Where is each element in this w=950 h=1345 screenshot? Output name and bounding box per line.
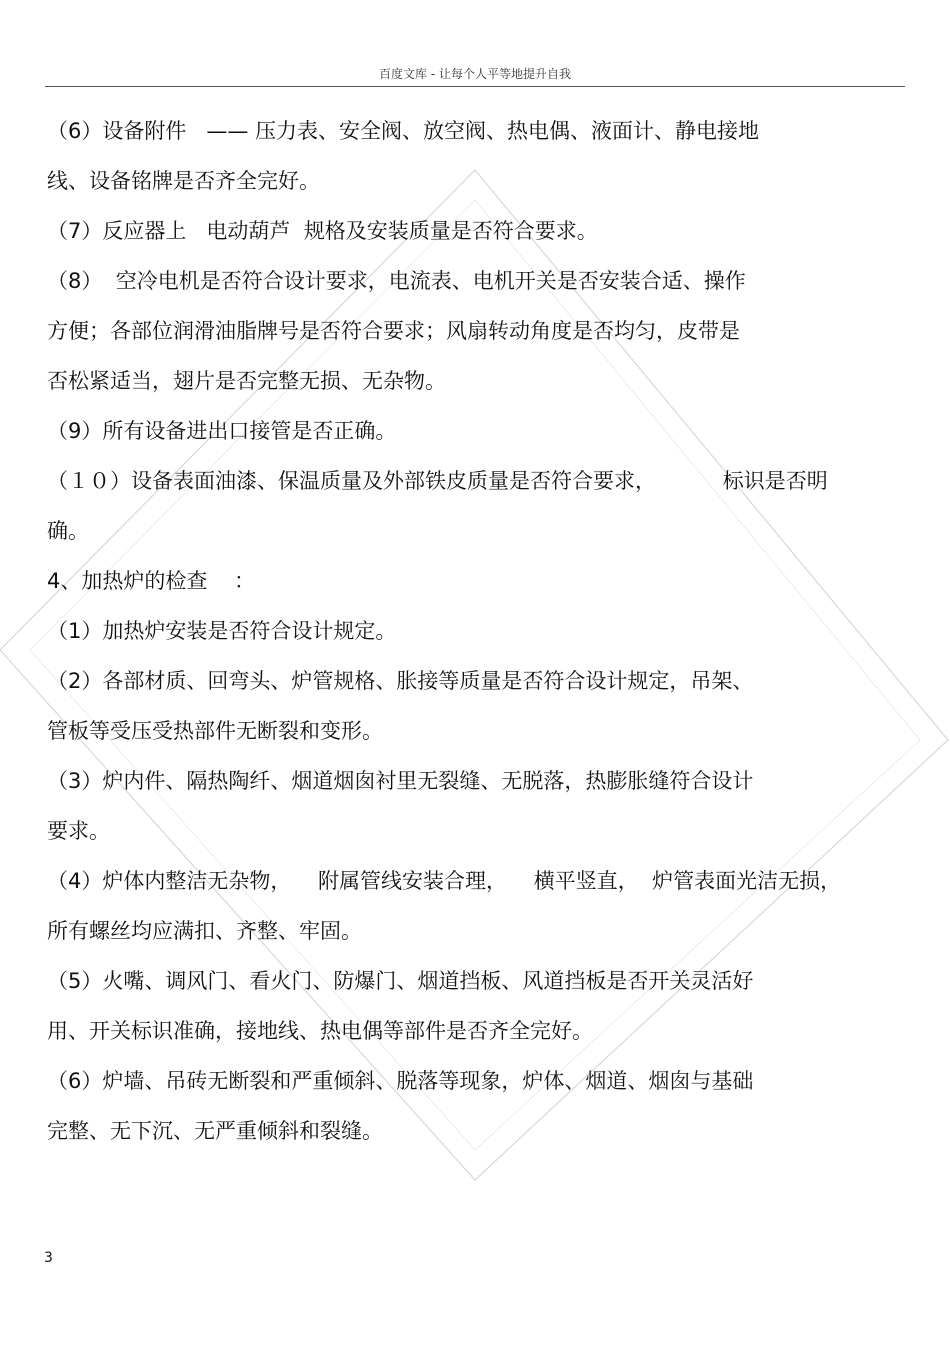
section-heading: 4、加热炉的检查 ：	[47, 569, 256, 593]
text-line: （１０）设备表面油漆、保温质量及外部铁皮质量是否符合要求， 标识是否明	[47, 469, 828, 493]
text-line: （8） 空冷电机是否符合设计要求，电流表、电机开关是否安装合适、操作	[47, 269, 746, 293]
page-header	[45, 62, 905, 87]
text-line: （1）加热炉安装是否符合设计规定。	[47, 619, 397, 643]
header-text: 百度文库 - 让每个人平等地提升自我	[379, 67, 571, 81]
text-line: 方便；各部位润滑油脂牌号是否符合要求；风扇转动角度是否均匀，皮带是	[47, 319, 740, 343]
text-line: 否松紧适当，翅片是否完整无损、无杂物。	[47, 369, 446, 393]
text-line: 要求。	[47, 819, 110, 843]
text-line: 所有螺丝均应满扣、齐整、牢固。	[47, 919, 362, 943]
page-number: 3	[44, 1250, 53, 1266]
text-line: （7）反应器上 电动葫芦 规格及安装质量是否符合要求。	[47, 219, 598, 243]
text-line: 线、设备铭牌是否齐全完好。	[47, 169, 320, 193]
text-line: （5）火嘴、调风门、看火门、防爆门、烟道挡板、风道挡板是否开关灵活好	[47, 969, 754, 993]
text-line: 用、开关标识准确，接地线、热电偶等部件是否齐全完好。	[47, 1019, 593, 1043]
text-line: 完整、无下沉、无严重倾斜和裂缝。	[47, 1119, 383, 1143]
text-line: （2）各部材质、回弯头、炉管规格、胀接等质量是否符合设计规定，吊架、	[47, 669, 754, 693]
text-line: （3）炉内件、隔热陶纤、烟道烟囱衬里无裂缝、无脱落，热膨胀缝符合设计	[47, 769, 754, 793]
text-line: 管板等受压受热部件无断裂和变形。	[47, 719, 383, 743]
text-line: （9）所有设备进出口接管是否正确。	[47, 419, 397, 443]
text-line: （6）炉墙、吊砖无断裂和严重倾斜、脱落等现象，炉体、烟道、烟囱与基础	[47, 1069, 754, 1093]
text-line: （4）炉体内整洁无杂物， 附属管线安装合理， 横平竖直， 炉管表面光洁无损，	[47, 869, 842, 893]
text-line: （6）设备附件 —— 压力表、安全阀、放空阀、热电偶、液面计、静电接地	[47, 119, 760, 143]
text-line: 确。	[47, 519, 89, 543]
